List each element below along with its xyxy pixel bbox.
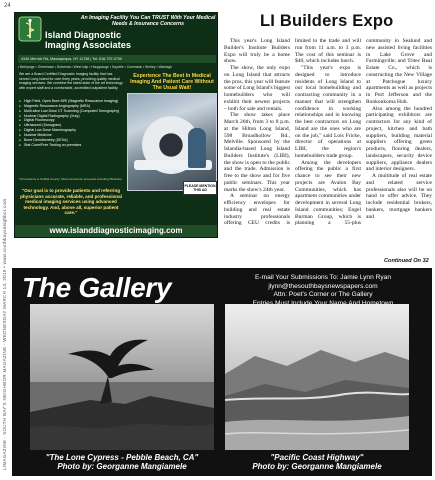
photo-caption-right <box>225 454 409 472</box>
ad-name-line-2: Imaging Associates <box>45 39 131 50</box>
article-paragraph: This year's Long Island Builder's Institute Builders Expo will truly be a home show. <box>224 38 290 65</box>
submission-email-line: E-mail Your Submissions To: Jamie Lynn Ryan <box>255 274 391 281</box>
article-body <box>224 38 432 258</box>
ad-business-name <box>45 31 131 50</box>
submission-attn-line: Attn: Poet's Corner or The Gallery <box>273 291 373 299</box>
continued-link[interactable]: Continued On 32 <box>384 258 429 264</box>
gallery-title: The Gallery <box>22 272 172 303</box>
photo-caption-title: "The Lone Cypress - Pebble Beach, CA" <box>45 453 199 462</box>
ad-service-item: ■ Digital Low Dose Mammography <box>19 128 123 133</box>
page-number: 24 <box>4 3 11 9</box>
article-paragraph: Among the developers offering the public a first chance to see their new projects are Avalon Bay Communities, which has apartment communities under development in several Long Island communities; Engel Burman Group, which is planning a 55-plus community in Sealund and new assisted living facilities in Lake Grove and Farmingville; and Tritec Real Estate Co., which is constructing the New Village at Patchogue luxury apartments as well as projects in Port Jefferson and the Ronkonkoma Hub. <box>295 38 432 227</box>
medical-caduceus-logo-icon <box>18 16 42 42</box>
ad-service-item: ■ Bone Densitometry (DEXA) <box>19 138 123 143</box>
ad-locations: • Bethpage • Greenlawn • Bohemia • West Islip • Hauppauge • Sayville • Commack • Shirley • Wantagh <box>18 65 172 69</box>
article-paragraph: A multitude of real estate and related service professionals also will be on hand to offer advice. They include residential brokers, bankers, mortgage bankers and <box>366 173 432 220</box>
mention-this-ad-badge: PLEASE MENTION THIS AD <box>183 181 217 195</box>
article-paragraph: Also among the hundred participating exhibitors are contractors for any kind of project, kitchen and bath suppliers, building material suppliers offering green products, flooring dealers, landscapers, security device suppliers, appliance dealers and interior designers. <box>366 105 432 173</box>
pacific-coast-highway-photo <box>225 304 409 450</box>
ad-service-item: ■ High Field, Open Bore MRI (Magnetic Resonance Imaging) <box>19 99 123 104</box>
article-paragraph: The show, the only expo on Long Island that attracts the pros, this year will feature some of Long Island's biggest homebuilders who will exhibit their newest projects – both for sale and rentals. <box>224 65 290 112</box>
side-strip-text: LIMAGAZINE - SOUTH BAY'S NEIGHBOR MAGAZINE - WEDNESDAY MARCH 13, 2019 • www.southbaysneighbor.com <box>2 198 7 470</box>
ad-intro-text: We are a Board Certified Diagnostic Imaging facility that has served Long Island for over thirty years, providing quality medical imaging services. We combine the latest state of the art technology with expert staff and a comfortable, accredited outpatient facility. <box>19 72 123 90</box>
ad-service-item: ■ Multi-slice Low Dose CT Scanning (Computed Tomography) <box>19 109 123 114</box>
ad-address-bar: 4340 Merrick Rd, Massapequa, NY 11758 | Tel: 516-797-0700 <box>18 55 216 63</box>
ad-service-item: ■ Nuclear Medicine <box>19 133 123 138</box>
photo-caption-left <box>30 454 214 472</box>
technician-shape <box>188 128 206 168</box>
ad-name-line-1: Island Diagnostic <box>45 30 122 40</box>
article-paragraph: "This year's expo is designed to introduce residents of Long Island to our local homebuilding and contracting community in a manner that will strengthen confidence in working relationships and in knowing the best contractors on Long Island are the ones who are on the job," said Lois Fricke, director of operations at LIBI, the region's homebuilders trade group. <box>295 65 361 159</box>
submission-email-address[interactable]: jlynn@thesouthbaysnewspapers.com <box>268 282 378 290</box>
mri-scanner-photo <box>127 93 217 191</box>
ad-service-item: ■ Nuclear Digital Radiography (Xray) <box>19 114 123 119</box>
ad-website-link[interactable]: www.islanddiagnosticimaging.com <box>15 225 217 237</box>
article-headline: LI Builders Expo <box>260 12 394 30</box>
ad-experience-headline: Experience The Best In Medical Imaging And Patient Care Without The Usual Wait! <box>130 73 214 92</box>
photo-caption-credit: Photo by: Georganne Mangiamele <box>57 461 187 471</box>
imaging-advertisement[interactable] <box>14 12 218 238</box>
ad-footnote: *All locations in Suffolk County. Most insurances accepted including Medicare. <box>19 177 123 181</box>
ad-service-item: ■ Stat Cone/Free Testing on premises <box>19 143 123 148</box>
ad-tagline: An Imaging Facility You Can TRUST With Your Medical Needs & Insurance Concerns <box>80 15 216 27</box>
ad-service-item: ■ Magnetic Resonance Angiography (MRA) <box>19 104 123 109</box>
article-paragraph: A seminar on energy efficiency envelopes for building and real estate industry professionals offering CEU credits is limited to the trade and will run from 11 a.m. to 3 p.m. The cost of this seminar is $40, which includes lunch. <box>224 38 361 227</box>
photo-caption-title: "Pacific Coast Highway" <box>270 453 364 462</box>
ad-service-item: ■ Ultrasound (Sonogram) <box>19 123 123 128</box>
ad-services-list <box>19 99 123 147</box>
ad-goal-statement: "Our goal is to provide patients and referring physicians accurate, reliable, and professional medical imaging services using advanced technology. And, above all, superior patient care." <box>20 188 122 216</box>
side-strip <box>2 30 10 470</box>
lone-cypress-photo <box>30 304 214 450</box>
article-paragraph: The show takes place March 26th, from 3 to 8 p.m. at the Hilton Long Island, 598 Broadhollow Rd., Melville. Sponsored by the Islandia-based Long Island Builders Institute's (LIBI), the show is open to the public and the trade. Admission is free to the show and for five public seminars. This year marks the show's 24th year. <box>224 112 290 193</box>
ad-service-item: ■ Digital Fluoroscopy <box>19 118 123 123</box>
photo-caption-credit: Photo by: Georganne Mangiamele <box>252 461 382 471</box>
